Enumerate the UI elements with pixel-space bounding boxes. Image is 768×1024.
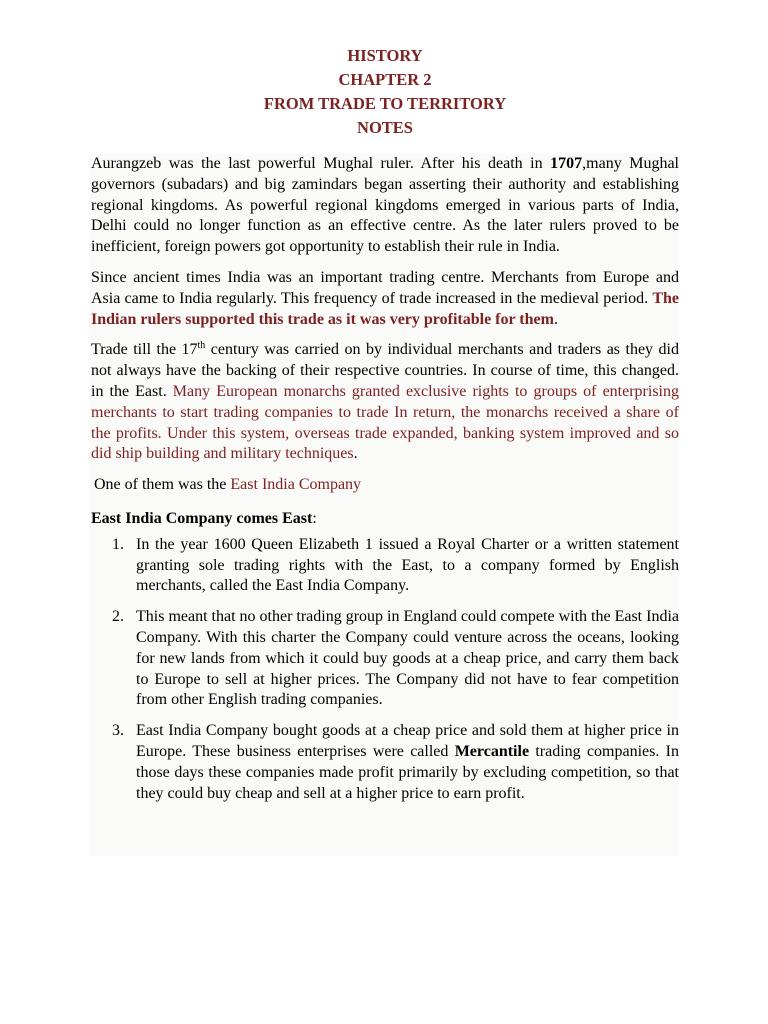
title-block <box>91 44 679 140</box>
paragraph-aurangzeb: Aurangzeb was the last powerful Mughal ruler. After his death in 1707,many Mughal governors (subadars) and big zamindars began asserting their authority and establishing regional kingdoms. As powerful regional kingdoms emerged in various parts of India, Delhi could no longer function as an effective centre. As the later rulers proved to be inefficient, foreign powers got opportunity to establish their rule in India. <box>91 155 680 256</box>
numbered-list <box>91 535 679 805</box>
list-item <box>91 721 679 804</box>
list-item <box>91 607 679 711</box>
list-number: 3. <box>112 722 124 740</box>
paragraph-trading-centre: Since ancient times India was an important trading centre. Merchants from Europe and Asia came to India regularly. This frequency of trade increased in the medieval period. The Indian rulers supported this trade as it was very profitable for them. <box>91 268 679 328</box>
superscript-th: th <box>197 340 206 352</box>
subject-heading: HISTORY <box>347 46 423 65</box>
chapter-heading: CHAPTER 2 <box>338 70 432 89</box>
highlight-european-monarchs: Many European monarchs granted exclusive rights to groups of enterprising merchants to start trading companies to trade In return, the monarchs received a share of the profits. Under this system, overseas trade expanded, banking system improved and so did ship building and military techniques <box>91 382 679 463</box>
list-item-text: In the year 1600 Queen Elizabeth 1 issued a Royal Charter or a written statement granting sole trading rights with the East, to a company formed by English merchants, called the East India Company. <box>136 535 679 595</box>
shade-tail <box>91 814 679 856</box>
highlight-east-india-company: East India Company <box>230 476 362 494</box>
year-1707: 1707 <box>550 155 583 172</box>
section-heading: East India Company comes East: <box>91 509 317 527</box>
list-number: 2. <box>112 608 124 626</box>
shaded-body <box>89 154 679 856</box>
paragraph-trade-17th-century: Trade till the 17th century was carried on by individual merchants and traders as they did not always have the backing of their respective countries. In course of time, this changed. in the East. Many European monarchs granted exclusive rights to groups of enterprising merchants to start trading companies to trade In return, the monarchs received a share of the profits. Under this system, overseas trade expanded, banking system improved and so did ship building and military techniques. <box>91 340 679 463</box>
list-number: 1. <box>112 535 124 553</box>
paragraph-one-of-them: One of them was the East India Company <box>94 476 362 494</box>
list-item <box>91 535 679 597</box>
list-item-text: This meant that no other trading group in England could compete with the East India Company. With this charter the Company could venture across the oceans, looking for new lands from which it could buy goods at a cheap price, and carry them back to Europe to sell at higher prices. The Company did not have to fear competition from other English trading companies. <box>136 608 679 709</box>
highlight-indian-rulers: The Indian rulers supported this trade as it was very profitable for them <box>91 289 679 328</box>
chapter-title: FROM TRADE TO TERRITORY <box>263 94 507 113</box>
term-mercantile: Mercantile <box>454 742 530 760</box>
notes-heading: NOTES <box>357 118 413 137</box>
document-content <box>91 44 679 856</box>
list-item-text: East India Company bought goods at a cheap price and sold them at higher price in Europe. These business enterprises were called Mercantile trading companies. In those days these companies made profit primarily by excluding competition, so that they could buy cheap and sell at a higher price to earn profit. <box>136 722 679 802</box>
